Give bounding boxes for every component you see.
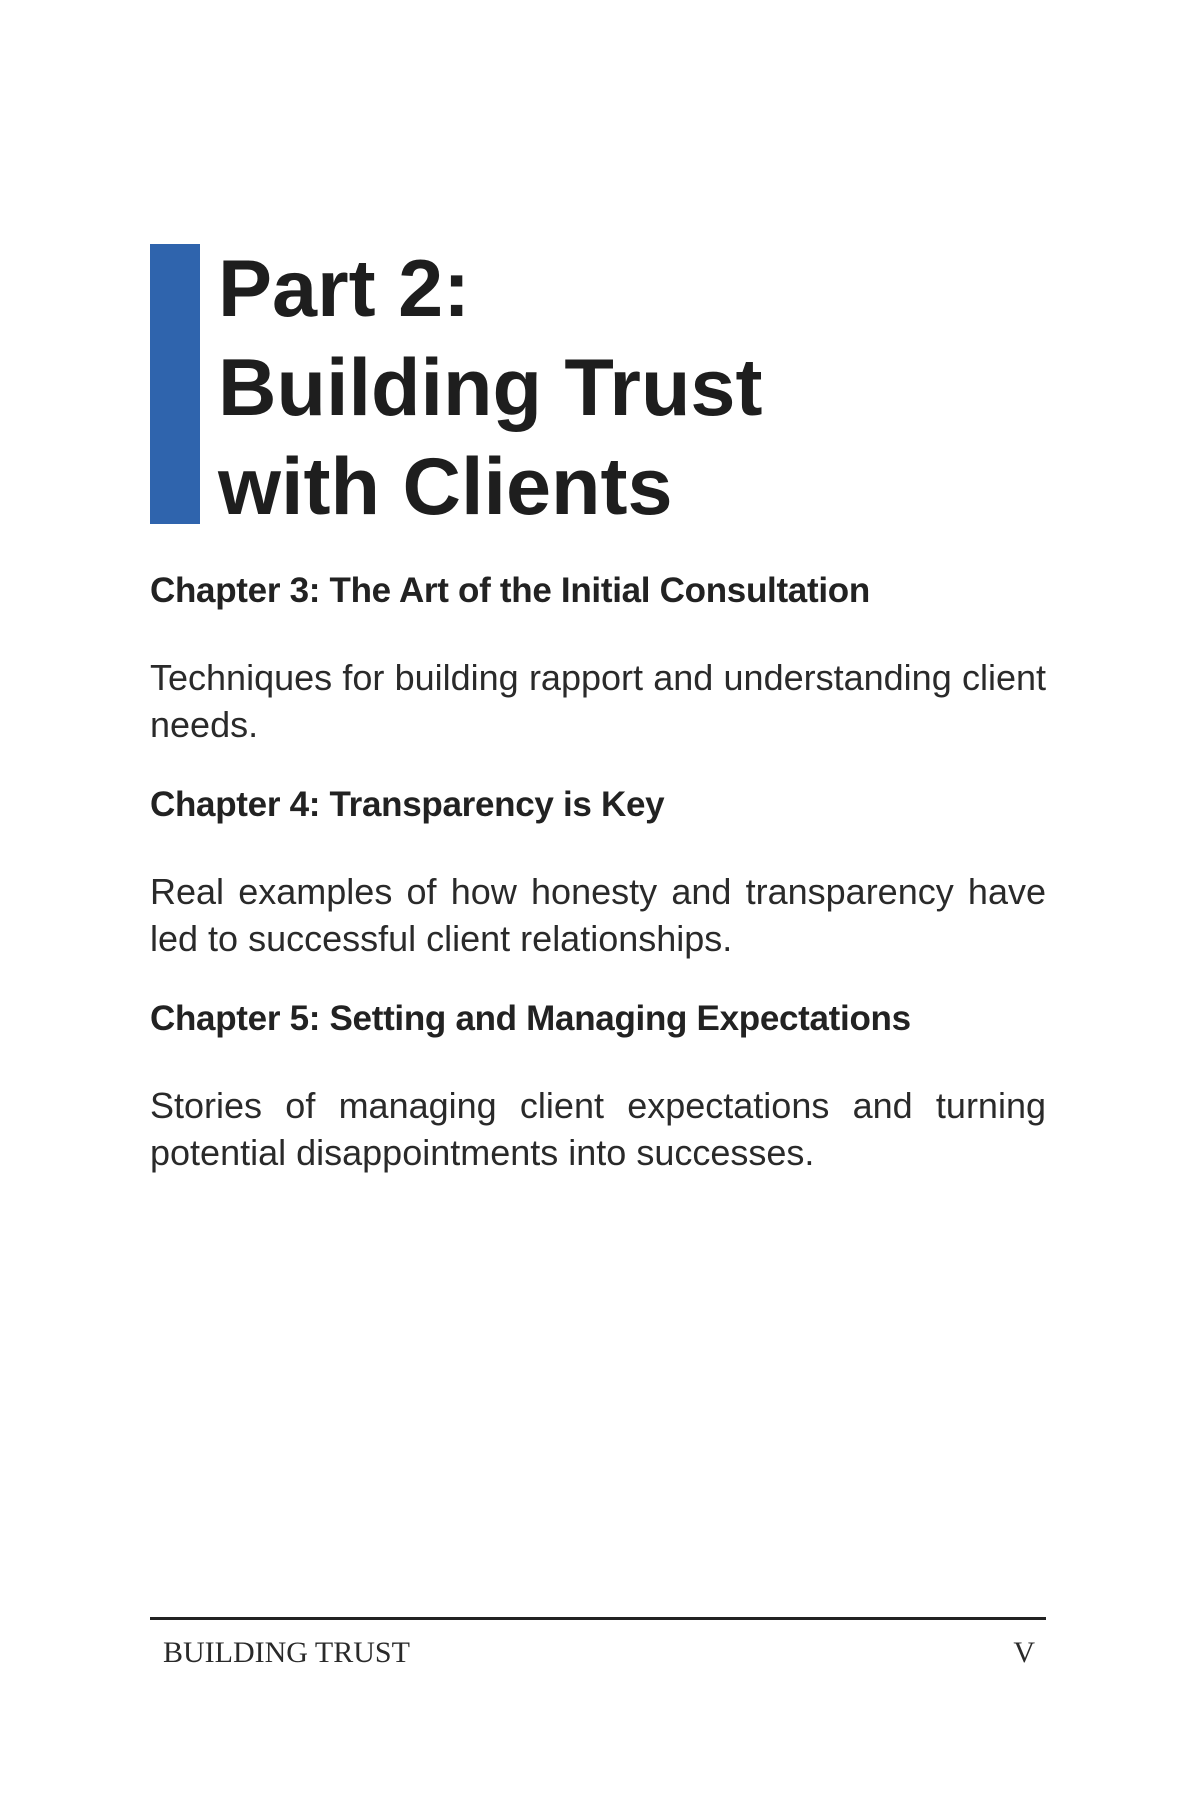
chapter-heading: Chapter 3: The Art of the Initial Consultation [150,571,870,610]
chapter-list [150,568,1046,1210]
part-title-line: with Clients [218,442,673,532]
part-title-line: Part 2: [218,244,471,334]
chapter-entry [150,782,1046,962]
chapter-heading: Chapter 5: Setting and Managing Expectations [150,999,911,1038]
part-title [218,240,762,537]
chapter-entry [150,996,1046,1176]
footer-divider [150,1617,1046,1620]
chapter-description: Techniques for building rapport and understanding client needs. [150,657,1046,745]
chapter-description: Real examples of how honesty and transparency have led to successful client relationships. [150,871,1046,959]
part-title-block [150,244,1050,532]
running-title: BUILDING TRUST [163,1636,410,1669]
chapter-description: Stories of managing client expectations and turning potential disappointments into successes. [150,1085,1046,1173]
chapter-heading: Chapter 4: Transparency is Key [150,785,665,824]
chapter-entry [150,568,1046,748]
page-number: V [1013,1636,1035,1669]
accent-bar [150,244,200,524]
part-title-line: Building Trust [218,343,763,433]
